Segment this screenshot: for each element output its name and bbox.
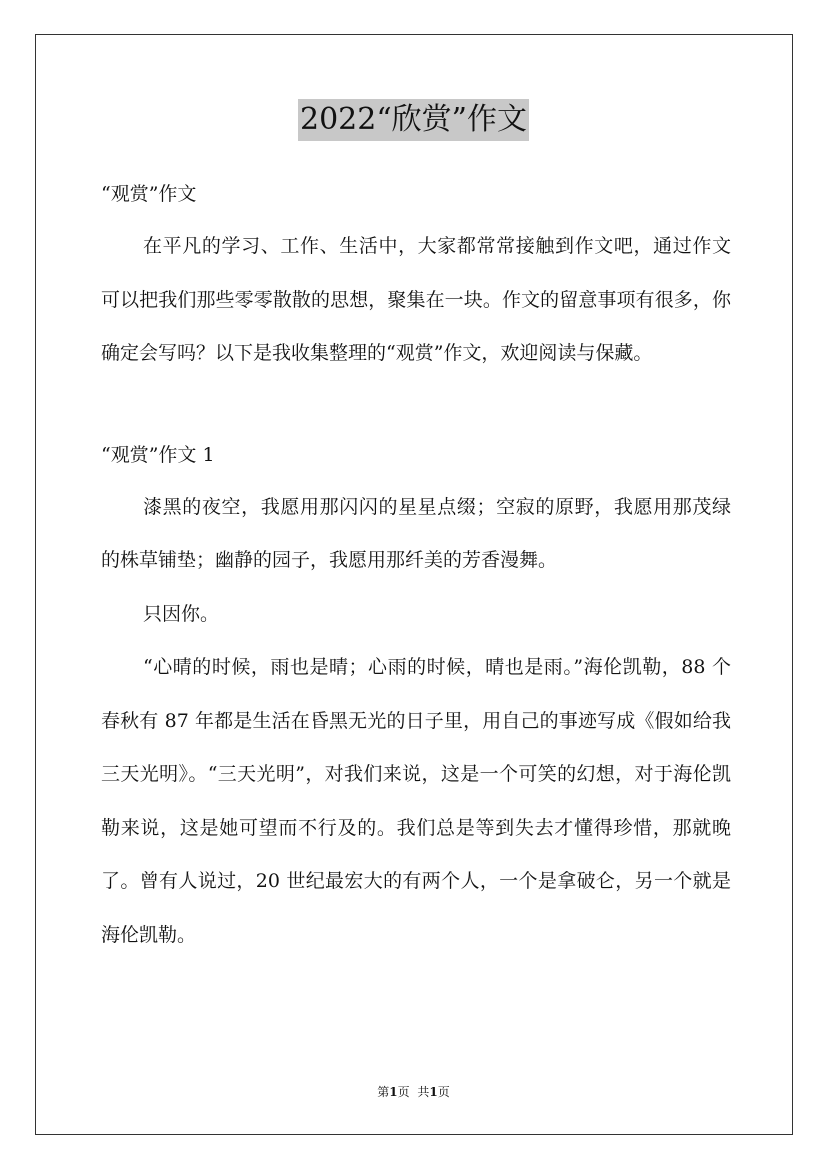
page-prefix: 第: [377, 1085, 390, 1099]
section1-paragraph-3: “心晴的时候，雨也是晴；心雨的时候，晴也是雨。”海伦凯勒，88 个春秋有 87 年都是生活在昏黑无光的日子里，用自己的事迹写成《假如给我三天光明》。“三天光明”，对我们来说，这是一个可笑的幻想，对于海伦凯勒来说，这是她可望而不行及的。我们总是等到失去才懂得珍惜，那就晚了。曾有人说过，20 世纪最宏大的有两个人，一个是拿破仑，另一个就是海伦凯勒。: [101, 656, 731, 946]
total-number: 1: [429, 1085, 438, 1099]
intro-paragraph: 在平凡的学习、工作、生活中，大家都常常接触到作文吧，通过作文可以把我们那些零零散散的思想，聚集在一块。作文的留意事项有很多，你确定会写吗？以下是我收集整理的“观赏”作文，欢迎阅读与保藏。: [101, 235, 731, 364]
section-spacer: [101, 381, 731, 433]
intro-heading: “观赏”作文: [101, 183, 197, 205]
section1-heading: “观赏”作文 1: [101, 443, 215, 466]
section1-paragraph-1: 漆黑的夜空，我愿用那闪闪的星星点缀；空寂的原野，我愿用那茂绿的株草铺垫；幽静的园子，我愿用那纤美的芳香漫舞。: [101, 495, 731, 571]
page-footer: [0, 1084, 827, 1100]
total-suffix: 页: [437, 1085, 450, 1099]
page-suffix: 页: [397, 1085, 410, 1099]
document-title: 2022“欣赏”作文: [298, 99, 529, 141]
document-body: [101, 172, 731, 962]
total-prefix: 共: [417, 1085, 430, 1099]
page-number: 1: [389, 1085, 398, 1099]
title-area: [0, 99, 827, 141]
section1-paragraph-2: 只因你。: [143, 602, 220, 625]
